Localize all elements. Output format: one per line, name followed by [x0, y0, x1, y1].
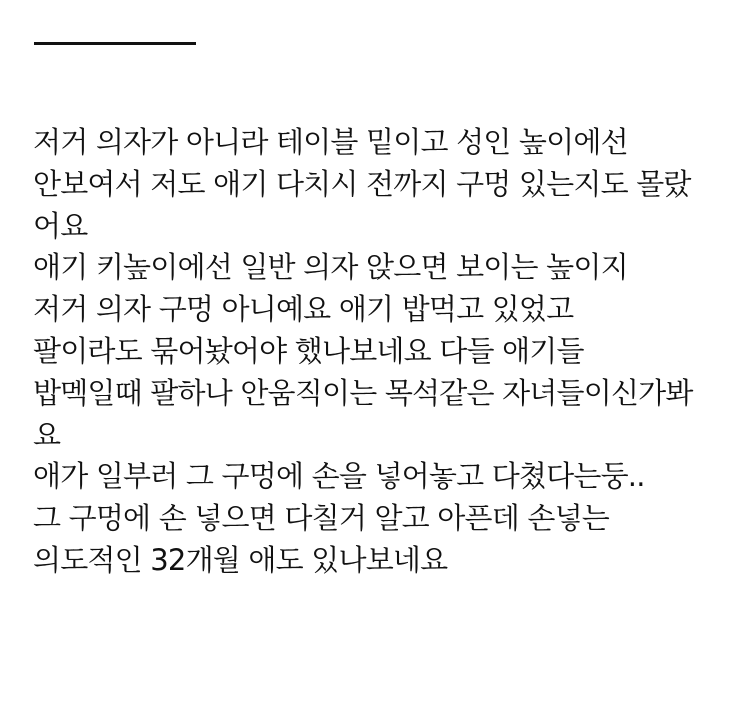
post-line-2: 안보여서 저도 애기 다치시 전까지 구멍 있는지도 몰랐: [33, 166, 691, 201]
post-line-1: 저거 의자가 아니라 테이블 밑이고 성인 높이에선: [33, 125, 628, 159]
post-body: [33, 122, 733, 582]
post-line-5: 저거 의자 구멍 아니예요 애기 밥먹고 있었고: [33, 292, 574, 327]
post-line-6: 팔이라도 묶어놨어야 했나보네요 다들 애기들: [33, 333, 584, 368]
post-line-4: 애기 키높이에선 일반 의자 앉으면 보이는 높이지: [33, 250, 628, 285]
post-divider: [34, 42, 196, 45]
post-line-11: 의도적인 32개월 애도 있나보네요: [33, 542, 448, 577]
post-line-10: 그 구멍에 손 넣으면 다칠거 알고 아픈데 손넣는: [33, 501, 609, 536]
post-line-7: 밥멕일때 팔하나 안움직이는 목석같은 자녀들이신가봐: [33, 375, 693, 410]
post-line-9: 애가 일부러 그 구멍에 손을 넣어놓고 다쳤다는둥..: [33, 459, 645, 494]
post-line-8: 요: [33, 417, 61, 452]
post-line-3: 어요: [33, 208, 88, 243]
